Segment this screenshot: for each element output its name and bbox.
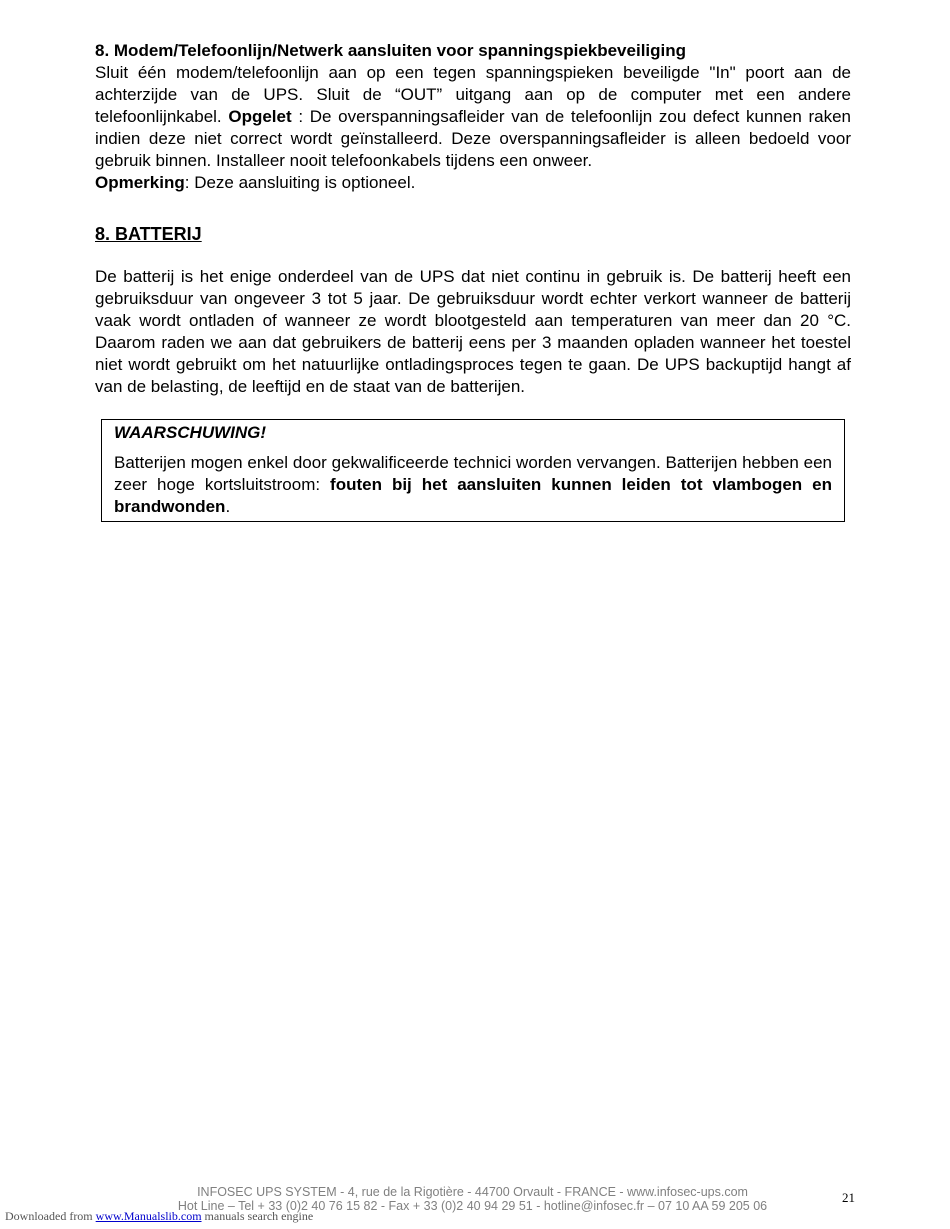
- note-text: : Deze aansluiting is optioneel.: [184, 173, 416, 192]
- battery-section-text: De batterij is het enige onderdeel van de UPS dat niet continu in gebruik is. De batterij heeft een gebruiksduur van ongeveer 3 tot 5 jaar. De gebruiksduur wordt echter verkort wanneer de batterij vaak wordt ontladen of wanneer ze wordt blootgesteld aan temperaturen van meer dan 20 °C. Daarom raden we aan dat gebruikers de batterij eens per 3 maanden opladen wanneer het toestel niet wordt gebruikt om het natuurlijke ontladingsproces tegen te gaan. De UPS backuptijd hangt af van de belasting, de leeftijd en de staat van de batterijen.: [95, 267, 851, 396]
- modem-section-text: [95, 62, 851, 194]
- battery-section-title: 8. BATTERIJ: [95, 224, 202, 244]
- warning-title: WAARSCHUWING!: [114, 423, 267, 442]
- note-label: Opmerking: [95, 173, 185, 192]
- warning-text-end: .: [225, 497, 231, 516]
- warning-text-bold: fouten bij het aansluiten kunnen leiden tot vlambogen en brandwonden: [114, 475, 832, 516]
- download-suffix: manuals search engine: [201, 1209, 314, 1223]
- modem-text-2: : De overspanningsafleider van de telefoonlijn zou defect kunnen raken indien deze niet correct wordt geïnstalleerd. Deze overspanningsafleider is alleen bedoeld voor gebruik binnen. Installeer nooit telefoonkabels tijdens een onweer.: [95, 107, 851, 170]
- download-prefix: Downloaded from: [5, 1209, 96, 1223]
- warning-box: [101, 419, 845, 522]
- warning-text: [114, 452, 832, 518]
- modem-text-1: Sluit één modem/telefoonlijn aan op een tegen spanningspieken beveiligde "In" poort aan de achterzijde van de UPS. Sluit de “OUT” uitgang aan op de computer met een andere telefoonlijnkabel.: [95, 63, 851, 126]
- warning-text-plain: Batterijen mogen enkel door gekwalificeerde technici worden vervangen. Batterijen hebben een zeer hoge kortsluitstroom:: [114, 453, 832, 494]
- opgelet-label: Opgelet: [228, 107, 292, 126]
- modem-section-heading: 8. Modem/Telefoonlijn/Netwerk aansluiten voor spanningspiekbeveiliging: [95, 41, 687, 60]
- footer-address: INFOSEC UPS SYSTEM - 4, rue de la Rigotière - 44700 Orvault - FRANCE - www.infosec-ups.com: [197, 1185, 748, 1199]
- footer-contact: Hot Line – Tel + 33 (0)2 40 76 15 82 - Fax + 33 (0)2 40 94 29 51 - hotline@infosec.fr – 07 10 AA 59 205 06: [177, 1199, 768, 1213]
- manualslib-link[interactable]: www.Manualslib.com: [95, 1209, 202, 1223]
- page-number: 21: [842, 1190, 855, 1205]
- download-note: [5, 1209, 313, 1224]
- document-body: [95, 40, 851, 522]
